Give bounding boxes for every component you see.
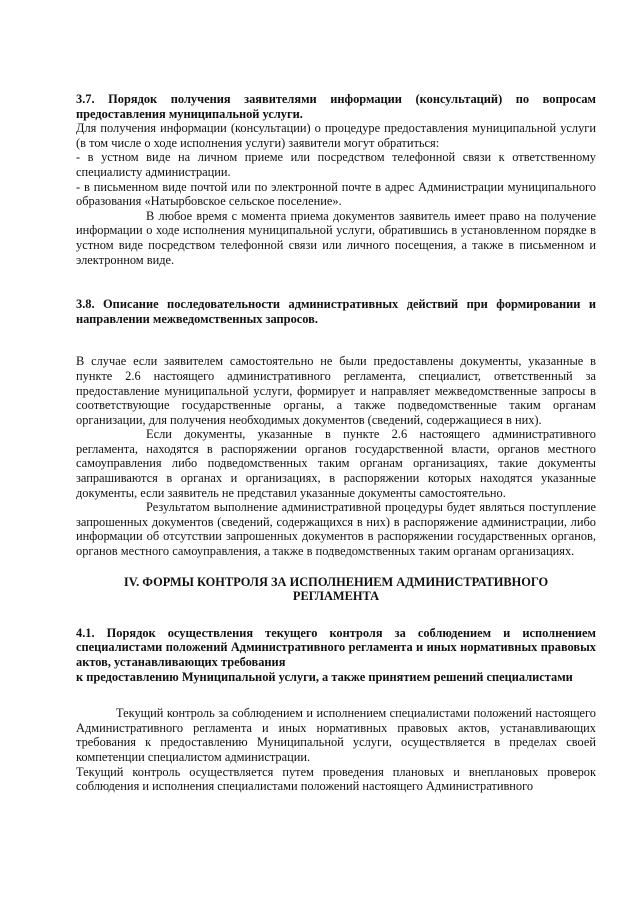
section-3-7-item-1: - в устном виде на личном приеме или посредством телефонной связи к ответственному специалисту администрации. <box>76 150 596 179</box>
section-3-8-heading: 3.8. Описание последовательности административных действий при формировании и направлении межведомственных запросов. <box>76 297 596 326</box>
section-4-1-paragraph-1: Текущий контроль за соблюдением и исполнением специалистами положений настоящего Административного регламента и иных нормативных правовых актов, устанавливающих требования к предоставлению Муниципальной услуги, осуществляется в пределах своей компетенции специалистом администрации. <box>76 706 596 764</box>
section-3-7-paragraph: В любое время с момента приема документов заявитель имеет право на получение информации о ходе исполнения муниципальной услуги, обратившись в установленном порядке в устном виде посредством телефонной связи или личного посещения, а также в письменном и электронном виде. <box>76 208 596 267</box>
section-3-7-heading: 3.7. Порядок получения заявителями информации (консультаций) по вопросам предоставления муниципальной услуги. <box>76 92 596 121</box>
document-page <box>76 92 596 794</box>
section-3-7-item-2: - в письменном виде почтой или по электронной почте в адрес Администрации муниципального образования «Натырбовское сельское поселение». <box>76 179 596 209</box>
section-4-1-heading: 4.1. Порядок осуществления текущего контроля за соблюдением и исполнением специалистами положений Административного регламента и иных нормативных правовых актов, устанавливающих требования <box>76 625 596 669</box>
chapter-4-title-line-2: РЕГЛАМЕНТА <box>292 589 380 604</box>
section-4-1-heading-continued: к предоставлению Муниципальной услуги, а также принятием решений специалистами <box>76 669 573 684</box>
section-3-7-intro: Для получения информации (консультации) о процедуре предоставления муниципальной услуги (в том числе о ходе исполнения услуги) заявители могут обратиться: <box>76 121 596 150</box>
section-3-8-paragraph-3: Результатом выполнение административной процедуры будет являться поступление запрошенных документов (сведений, содержащихся в них) в распоряжение администрации, либо информации об отсутствии запрошенных документов в распоряжении государственных органов, органов местного самоуправления, а также в подведомственных таким органам организациях. <box>76 500 596 559</box>
chapter-4-title <box>76 575 596 604</box>
section-4-1-paragraph-2: Текущий контроль осуществляется путем проведения плановых и внеплановых проверок соблюдения и исполнения специалистами положений настоящего Административного <box>76 764 596 794</box>
section-3-8-paragraph-1: В случае если заявителем самостоятельно не были предоставлены документы, указанные в пункте 2.6 настоящего административного регламента, специалист, ответственный за предоставление муниципальной услуги, формирует и направляет межведомственные запросы в соответствующие государственные органы, а также подведомственные таким органам организации, для получения необходимых документов (сведений, содержащиеся в них). <box>76 354 596 427</box>
section-3-8-paragraph-2: Если документы, указанные в пункте 2.6 настоящего административного регламента, находятся в распоряжении органов государственной власти, органов местного самоуправления либо подведомственных таким органам организациях, такие документы запрашиваются в органах и организациях, в распоряжении которых находятся указанные документы, если заявитель не представил указанные документы самостоятельно. <box>76 427 596 500</box>
chapter-4-title-line-1: IV. ФОРМЫ КОНТРОЛЯ ЗА ИСПОЛНЕНИЕМ АДМИНИСТРАТИВНОГО <box>123 574 549 589</box>
